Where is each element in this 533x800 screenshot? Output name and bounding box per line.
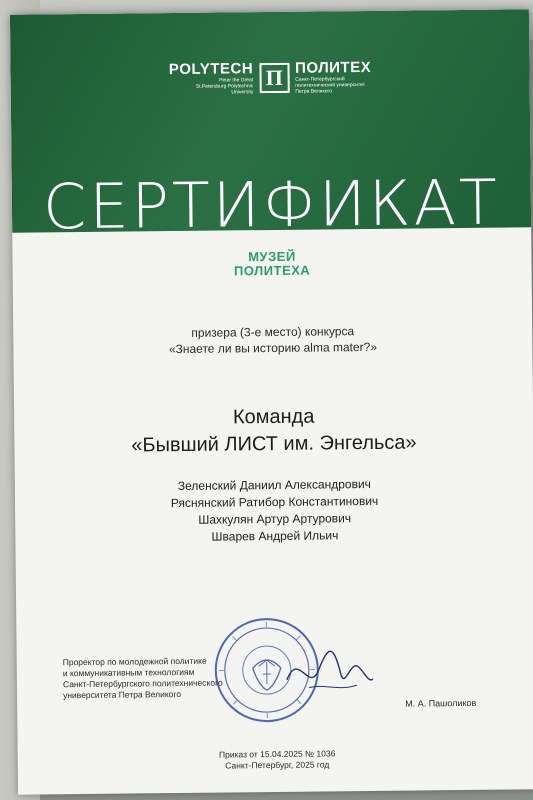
- team-line-2: «Бывший ЛИСТ им. Энгельса»: [131, 431, 417, 457]
- member-list: [15, 474, 533, 547]
- museum-logo: [12, 247, 531, 280]
- logo-russian: [295, 59, 371, 95]
- member-item: Шахкулян Артур Артурович: [198, 511, 352, 527]
- signer-role-line-4: университета Петра Великого: [63, 688, 182, 701]
- order-line-1: Приказ от 15.04.2025 № 1036: [218, 748, 336, 760]
- signer-role-line-1: Проректор по молодежной политике: [62, 655, 207, 668]
- member-item: Шварев Андрей Ильич: [211, 528, 339, 544]
- signer-role-line-2: и коммуникативным технологиям: [62, 666, 195, 679]
- order-info: [18, 746, 533, 773]
- member-item: Зеленский Даниил Александрович: [177, 476, 371, 494]
- member-item: Ряснянский Ратибор Константинович: [170, 493, 379, 511]
- order-line-2: Санкт-Петербург, 2025 год: [225, 759, 330, 771]
- logo-english-sub-3: University: [231, 89, 254, 96]
- university-logo: [10, 57, 529, 97]
- signer-name: М. А. Пашоликов: [405, 697, 477, 709]
- award-line-2: «Знаете ли вы историю alma mater?»: [168, 339, 378, 357]
- team-line-1: Команда: [232, 405, 315, 429]
- logo-english: [169, 60, 254, 96]
- award-text: [13, 321, 532, 358]
- logo-russian-title: ПОЛИТЕХ: [295, 58, 372, 77]
- museum-logo-line-2: ПОЛИТЕХА: [233, 262, 311, 279]
- team-name: [14, 401, 533, 460]
- logo-english-title: POLYTECH: [168, 60, 254, 79]
- logo-english-sub-1: Peter the Great: [219, 77, 254, 84]
- header-band: [10, 9, 531, 244]
- certificate-title: СЕРТИФИКАТ: [42, 165, 501, 244]
- polytech-logo-icon: П: [259, 62, 289, 92]
- certificate-sheet: [10, 9, 533, 794]
- logo-russian-sub-2: политехнический университет: [295, 82, 366, 89]
- logo-russian-sub-3: Петра Великого: [295, 88, 333, 95]
- signature-icon: [278, 639, 379, 710]
- signer-role-line-3: Санкт-Петербургского политехнического: [62, 677, 223, 690]
- award-line-1: призера (3-е место) конкурса: [191, 324, 355, 340]
- logo-english-sub-2: St.Petersburg Polytechnic: [195, 83, 254, 90]
- logo-russian-sub-1: Санкт-Петербургский: [295, 76, 345, 83]
- museum-logo-line-1: МУЗЕЙ: [248, 248, 296, 265]
